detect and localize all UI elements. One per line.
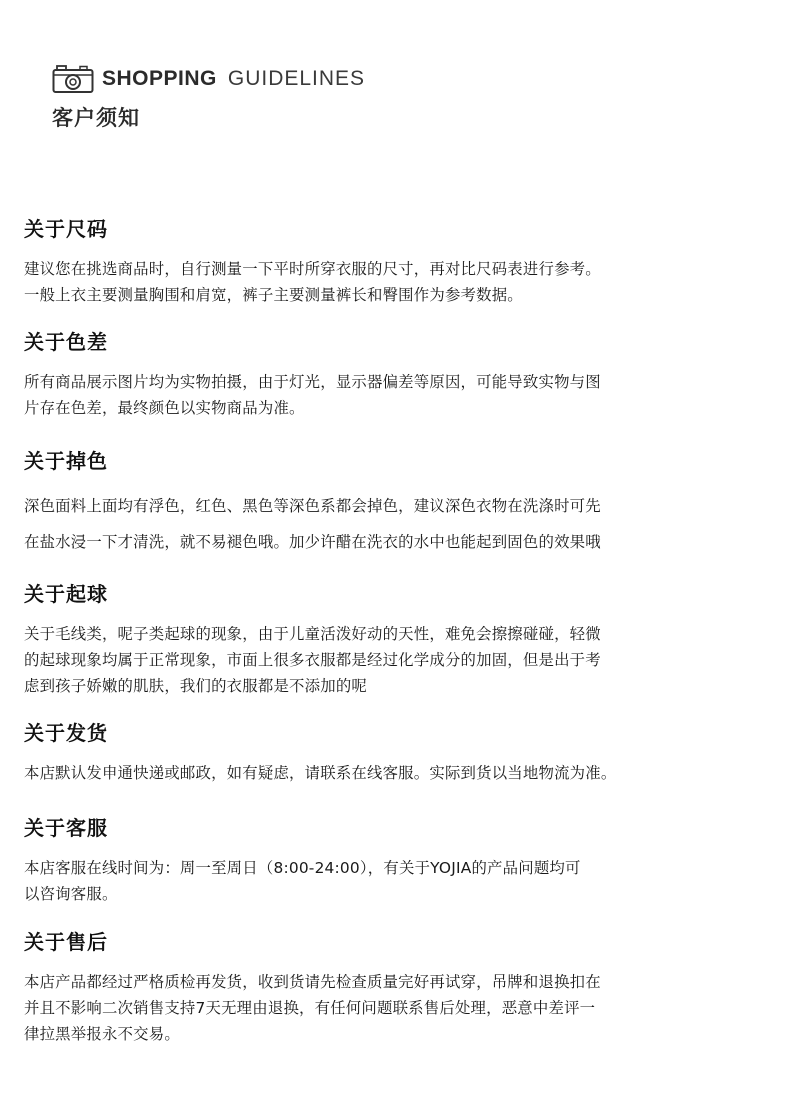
section-line: 的起球现象均属于正常现象，市面上很多衣服都是经过化学成分的加固，但是出于考 — [24, 651, 601, 669]
section-line: 本店客服在线时间为：周一至周日（8:00-24:00），有关于YOJIA的产品问题均可 — [24, 859, 581, 877]
section-body — [24, 369, 780, 421]
section-body — [24, 621, 780, 699]
section-line: 本店产品都经过严格质检再发货，收到货请先检查质量完好再试穿，吊牌和退换扣在 — [24, 973, 601, 991]
section-title: 关于客服 — [24, 816, 108, 840]
section-body — [24, 488, 780, 560]
section-body — [24, 855, 780, 907]
header-title-bold: SHOPPING — [102, 67, 217, 90]
page-header — [52, 62, 365, 132]
section-fading — [24, 448, 780, 560]
section-line: 虑到孩子娇嫩的肌肤，我们的衣服都是不添加的呢 — [24, 677, 367, 695]
section-line: 一般上衣主要测量胸围和肩宽，裤子主要测量裤长和臀围作为参考数据。 — [24, 286, 523, 304]
header-subtitle: 客户须知 — [52, 106, 140, 130]
section-line: 并且不影响二次销售支持7天无理由退换，有任何问题联系售后处理，恶意中差评一 — [24, 999, 596, 1017]
section-color-difference — [24, 329, 780, 421]
header-title-light: GUIDELINES — [227, 67, 366, 90]
section-line: 本店默认发申通快递或邮政，如有疑虑，请联系在线客服。实际到货以当地物流为准。 — [24, 764, 617, 782]
section-title: 关于起球 — [24, 582, 108, 606]
camera-icon — [52, 64, 94, 94]
section-pilling — [24, 581, 780, 699]
section-shipping — [24, 720, 780, 786]
section-size — [24, 216, 780, 308]
section-title: 关于色差 — [24, 330, 108, 354]
section-after-sales — [24, 929, 780, 1047]
section-title: 关于发货 — [24, 721, 108, 745]
section-line: 在盐水浸一下才清洗，就不易褪色哦。加少许醋在洗衣的水中也能起到固色的效果哦 — [24, 533, 601, 551]
section-line: 所有商品展示图片均为实物拍摄，由于灯光，显示器偏差等原因，可能导致实物与图 — [24, 373, 601, 391]
section-body — [24, 969, 780, 1047]
section-body — [24, 760, 780, 786]
section-line: 以咨询客服。 — [24, 885, 118, 903]
section-line: 深色面料上面均有浮色，红色、黑色等深色系都会掉色，建议深色衣物在洗涤时可先 — [24, 497, 601, 515]
section-title: 关于售后 — [24, 930, 108, 954]
section-title: 关于尺码 — [24, 217, 108, 241]
section-line: 律拉黑举报永不交易。 — [24, 1025, 180, 1043]
section-line: 片存在色差，最终颜色以实物商品为准。 — [24, 399, 305, 417]
section-customer-service — [24, 815, 780, 907]
section-line: 建议您在挑选商品时，自行测量一下平时所穿衣服的尺寸，再对比尺码表进行参考。 — [24, 260, 601, 278]
section-body — [24, 256, 780, 308]
section-title: 关于掉色 — [24, 449, 108, 473]
header-title-row — [52, 62, 365, 96]
section-line: 关于毛线类，呢子类起球的现象，由于儿童活泼好动的天性，难免会擦擦碰碰，轻微 — [24, 625, 601, 643]
